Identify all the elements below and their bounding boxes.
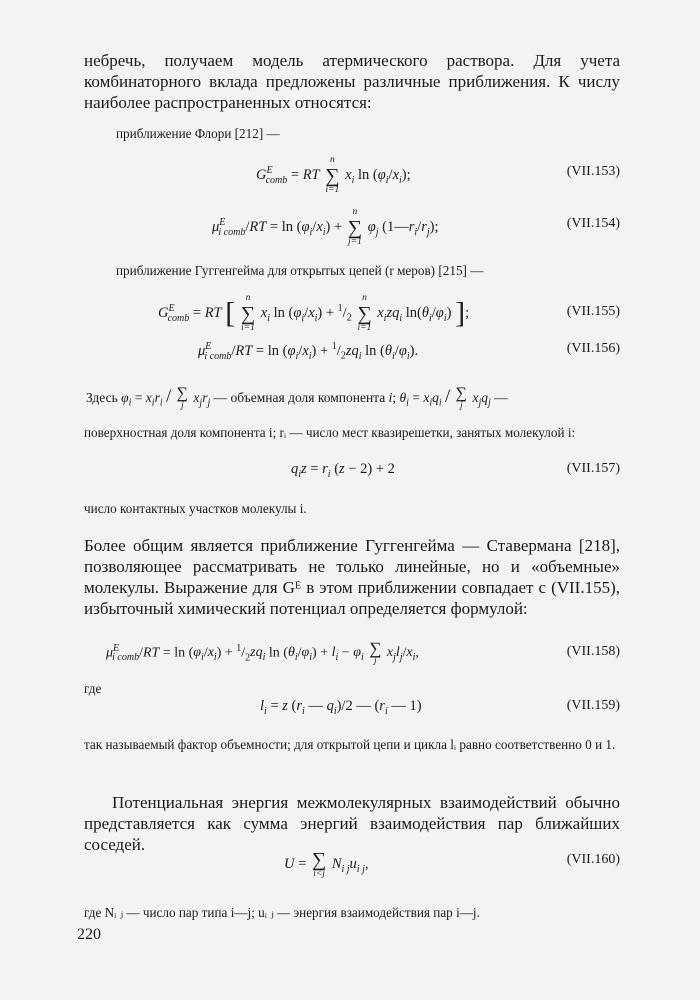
guggenheim-label: приближение Гуггенгейма для открытых цепей (r меров) [215] — bbox=[116, 263, 484, 278]
equation-number: (VII.158) bbox=[566, 644, 620, 659]
equation-153: $G^E_{comb}$ = RT n ∑ i=1 $x_i$ $\ln (\varphi_i/x_i)$; (VII.153) bbox=[256, 155, 620, 195]
equation-number: (VII.153) bbox=[566, 164, 620, 179]
definitions-line: Здесь $\varphi_i = x_ir_i$ / ∑ j $x_jr_j$ — объемная доля компонента i; $\theta_i = x_iq_i$ / ∑ j $x_jq_j$ — bbox=[86, 385, 508, 412]
paragraph-potential-energy: Потенциальная энергия межмолекулярных взаимодействий обычно представляется как сумма энергий взаимодействия пар ближайших соседей. bbox=[84, 793, 620, 854]
page-number: 220 bbox=[77, 926, 101, 943]
equation-number: (VII.157) bbox=[566, 461, 620, 476]
equation-155: $G^E_{comb}$ = RT [ n ∑ i=1 $x_i$ $\ln (\varphi_i/x_i) + ^1/_2$ n ∑ i=1 $x_izq_i$ $\ln(\theta_i/\varphi_i)$ ]; (VII.155) bbox=[158, 293, 620, 333]
flory-label: приближение Флори [212] — bbox=[116, 126, 280, 141]
equation-160: U = ∑ i<j $N_{i j}u_{i j}$, (VII.160) bbox=[284, 849, 620, 879]
equation-157: $q_iz = r_i$ (z − 2) + 2 (VII.157) bbox=[291, 461, 620, 480]
definitions-tail: поверхностная доля компонента i; rᵢ — число мест квазирешетки, занятых молекулой i: bbox=[84, 425, 576, 440]
final-text: где Nᵢ ⱼ — число пар типа i—j; uᵢ ⱼ — энергия взаимодействия пар i—j. bbox=[84, 905, 480, 920]
contacts-text: число контактных участков молекулы i. bbox=[84, 501, 307, 516]
volume-factor-text: так называемый фактор объемности; для открытой цепи и цикла lᵢ равно соответственно 0 и 1. bbox=[84, 737, 616, 752]
equation-number: (VII.156) bbox=[566, 341, 620, 356]
equation-number: (VII.154) bbox=[566, 216, 620, 231]
where-label: где bbox=[84, 681, 102, 696]
equation-156: $\mu^E_{i comb}/RT = \ln (\varphi_i/x_i) + ^1/_2zq_i$ $\ln (\theta_i/\varphi_i)$. (VII.156) bbox=[198, 341, 620, 362]
equation-number: (VII.155) bbox=[566, 304, 620, 319]
equation-number: (VII.160) bbox=[566, 852, 620, 867]
paragraph-guggenheim-staverman: Более общим является приближение Гуггенгейма — Ставермана [218], позволяющее рассматривать не только линейные, но и «объемные» молекулы. Выражение для Gᴱ в этом приближении совпадает с (VII.155), избыточный химический потенциал определяется формулой: bbox=[84, 536, 620, 618]
equation-154: $\mu^E_{i comb}/RT = \ln (\varphi_i/x_i)$ + n ∑ j=1 $\varphi_j$ $(1—r_i/r_j)$; (VII.154) bbox=[212, 207, 620, 247]
paragraph-intro: небречь, получаем модель атермического раствора. Для учета комбинаторного вклада предложены различные приближения. К числу наиболее распространенных относятся: bbox=[84, 51, 620, 112]
equation-159: $l_i = z$ ($r_i$ — $q_i)/2$ — ($r_i$ — 1) (VII.159) bbox=[260, 698, 620, 717]
equation-number: (VII.159) bbox=[566, 698, 620, 713]
equation-158: $\mu^E_{i comb}/RT = \ln (\varphi_i/x_i) + ^1/_2zq_i$ $\ln (\theta_i/\varphi_i) + l_i - \varphi_i$ ∑ j $x_jl_j/x_i$, (VII.158) bbox=[106, 639, 620, 666]
